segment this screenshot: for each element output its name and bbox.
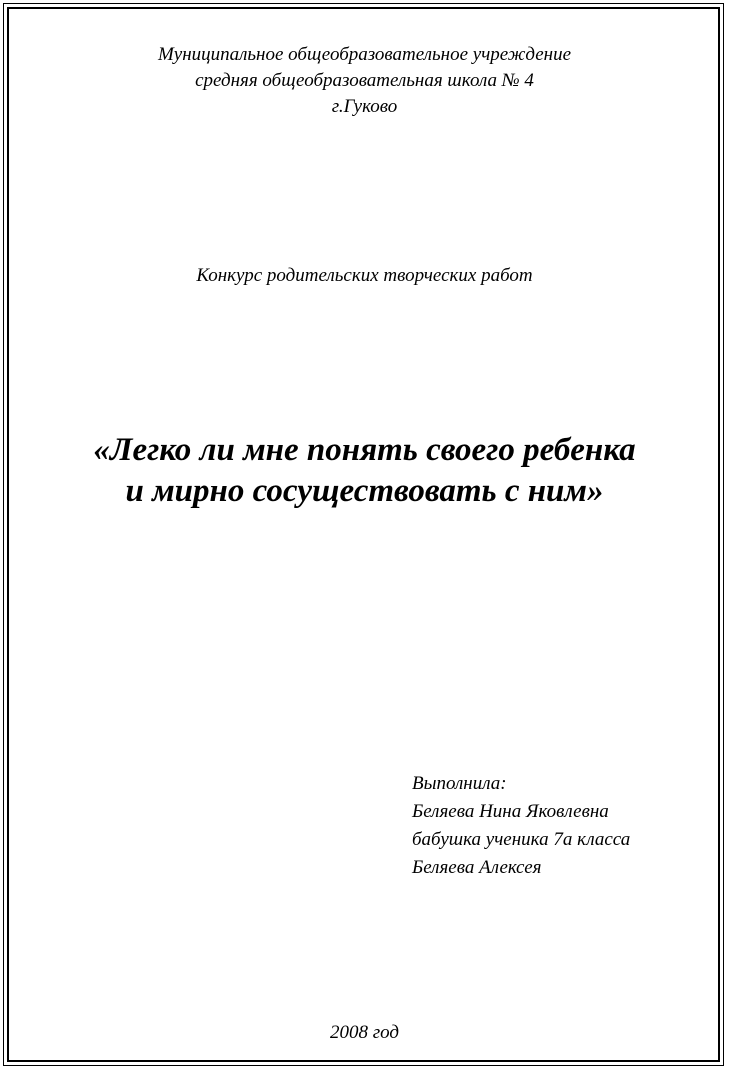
essay-title <box>0 430 729 512</box>
author-role: бабушка ученика 7а класса <box>412 829 631 850</box>
contest-name: Конкурс родительских творческих работ <box>196 265 533 286</box>
essay-title-line-2: и мирно сосуществовать с ним» <box>125 473 604 509</box>
student-name: Беляева Алексея <box>412 857 542 878</box>
year: 2008 год <box>329 1022 400 1043</box>
author-block <box>412 770 630 882</box>
institution-header <box>0 42 729 120</box>
author-name: Беляева Нина Яковлевна <box>412 801 609 822</box>
city-line: г.Гуково <box>331 96 398 117</box>
institution-name-line: Муниципальное общеобразовательное учреждение <box>157 44 572 65</box>
essay-title-line-1: «Легко ли мне понять своего ребенка <box>93 432 636 468</box>
author-label: Выполнила: <box>412 773 507 794</box>
page-border-inner <box>7 7 720 1062</box>
school-name-line: средняя общеобразовательная школа № 4 <box>195 70 534 91</box>
